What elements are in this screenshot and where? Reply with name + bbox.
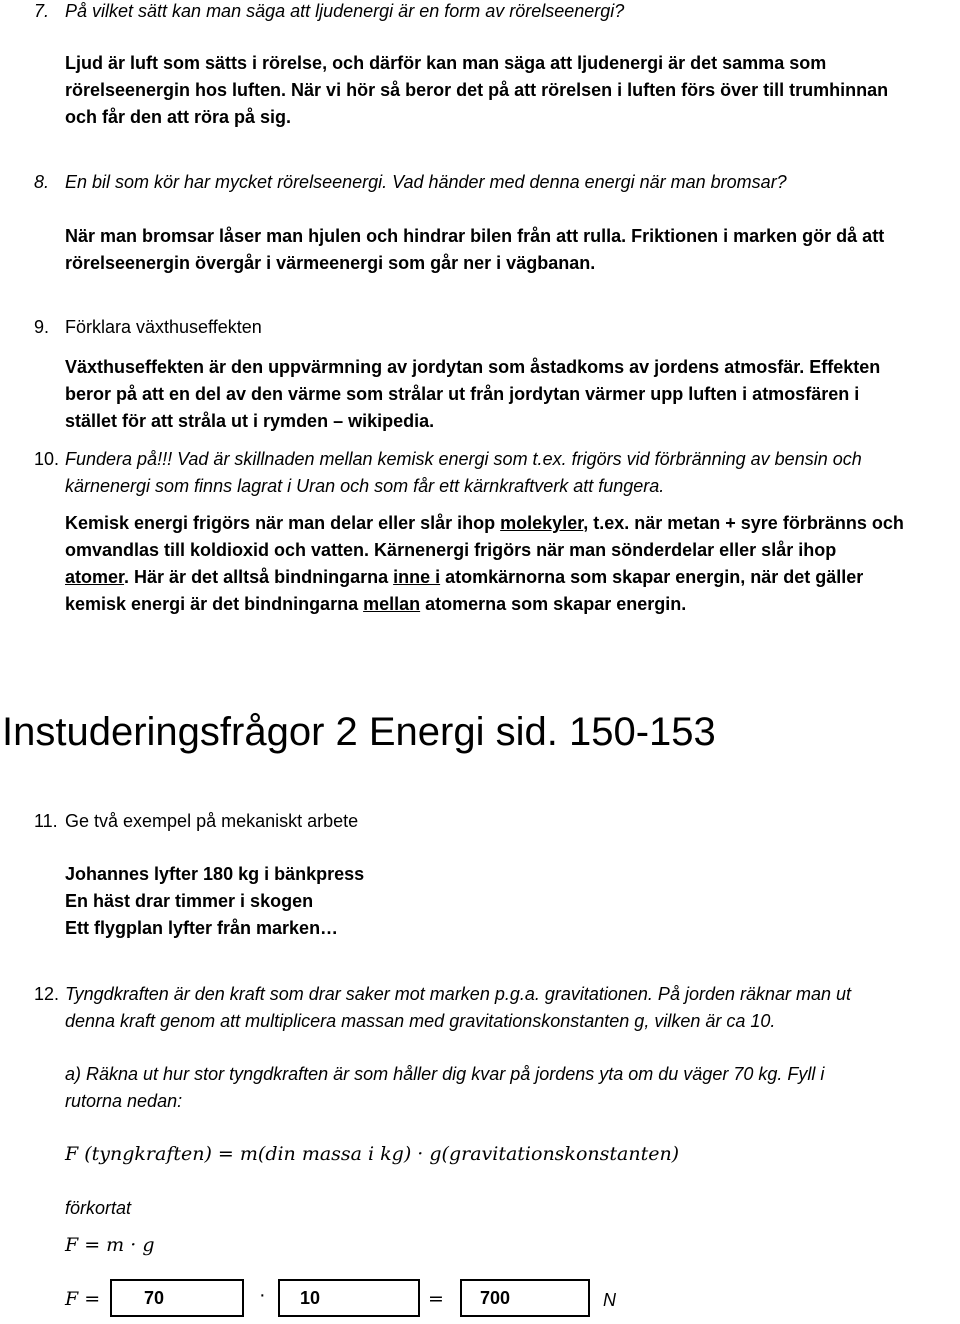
q8-number: 8. <box>34 172 50 192</box>
q9-number: 9. <box>34 317 50 337</box>
calc-lhs: F = <box>65 1288 101 1310</box>
q10-answer-line-2: omvandlas till koldioxid och vatten. Kärnenergi frigörs när man sönderdelar eller slår ihop <box>65 540 837 560</box>
q8-question: En bil som kör har mycket rörelseenergi. Vad händer med denna energi när man bromsar? <box>65 172 787 192</box>
q9-answer-line-1: Växthuseffekten är den uppvärmning av jordytan som åstadkoms av jordens atmosfär. Effekten <box>65 357 881 377</box>
q7-answer-line-3: och får den att röra på sig. <box>65 107 292 127</box>
q11-answer-line-1: Johannes lyfter 180 kg i bänkpress <box>65 864 365 884</box>
underlined-mellan: mellan <box>363 594 421 614</box>
unit-label: N <box>603 1290 616 1310</box>
q7-answer-line-2: rörelseenergin hos luften. När vi hör så beror det på att rörelsen i luften förs över till trumhinnan <box>65 80 889 100</box>
multiply-dot: · <box>259 1284 266 1306</box>
result-input-box[interactable] <box>460 1279 590 1317</box>
q7-question: På vilket sätt kan man säga att ljudenergi är en form av rörelseenergi? <box>65 1 625 21</box>
q10-answer-line-1: Kemisk energi frigörs när man delar eller slår ihop molekyler, t.ex. när metan + syre förbränns och <box>65 513 904 533</box>
q11-answer-line-3: Ett flygplan lyfter från marken… <box>65 918 339 938</box>
underlined-atomer: atomer <box>65 567 125 587</box>
q9-answer-line-2: beror på att en del av den värme som strålar ut från jordytan värmer upp luften i atmosfären i <box>65 384 860 404</box>
shortened-label: förkortat <box>65 1198 132 1218</box>
q11-question: Ge två exempel på mekaniskt arbete <box>65 811 359 831</box>
q10-answer-line-3: atomer. Här är det alltså bindningarna inne i atomkärnorna som skapar energin, när det gäller <box>65 567 864 587</box>
q11-answer-line-2: En häst drar timmer i skogen <box>65 891 314 911</box>
gravity-formula: F (tyngkraften) = m(din massa i kg) · g(gravitationskonstanten) <box>65 1143 680 1165</box>
q12-sub-a-line-2: rutorna nedan: <box>65 1091 183 1111</box>
q8-answer-line-2: rörelseenergin övergår i värmeenergi som går ner i vägbanan. <box>65 253 596 273</box>
result-value: 700 <box>480 1288 511 1308</box>
underlined-molekyler: molekyler <box>500 513 584 533</box>
q12-sub-a-line-1: a) Räkna ut hur stor tyngdkraften är som håller dig kvar på jordens yta om du väger 70 kg. Fyll i <box>65 1064 825 1084</box>
q10-number: 10. <box>34 449 60 469</box>
q11-number: 11. <box>34 811 58 831</box>
calc-equals: = <box>428 1288 444 1310</box>
q10-question-line-1: Fundera på!!! Vad är skillnaden mellan kemisk energi som t.ex. frigörs vid förbränning av bensin och <box>65 449 862 469</box>
mass-value: 70 <box>144 1288 165 1308</box>
q10-answer-line-4: kemisk energi är det bindningarna mellan atomerna som skapar energin. <box>65 594 687 614</box>
q12-number: 12. <box>34 984 60 1004</box>
q9-answer-line-3: stället för att stråla ut i rymden – wikipedia. <box>65 411 435 431</box>
g-input-box[interactable] <box>278 1279 420 1317</box>
q9-question: Förklara växthuseffekten <box>65 317 262 337</box>
mass-input-box[interactable] <box>110 1279 244 1317</box>
q7-answer-line-1: Ljud är luft som sätts i rörelse, och därför kan man säga att ljudenergi är det samma som <box>65 53 827 73</box>
g-value: 10 <box>300 1288 321 1308</box>
short-formula: F = m · g <box>65 1234 155 1256</box>
section-heading: Instuderingsfrågor 2 Energi sid. 150-153 <box>2 710 716 754</box>
q12-question-line-2: denna kraft genom att multiplicera massan med gravitationskonstanten g, vilken är ca 10. <box>65 1011 776 1031</box>
q10-question-line-2: kärnenergi som finns lagrat i Uran och som får ett kärnkraftverk att fungera. <box>65 476 665 496</box>
underlined-inne-i: inne i <box>393 567 441 587</box>
q8-answer-line-1: När man bromsar låser man hjulen och hindrar bilen från att rulla. Friktionen i marken gör då att <box>65 226 885 246</box>
q12-question-line-1: Tyngdkraften är den kraft som drar saker mot marken p.g.a. gravitationen. På jorden räknar man ut <box>65 984 852 1004</box>
q7-number: 7. <box>34 1 50 21</box>
